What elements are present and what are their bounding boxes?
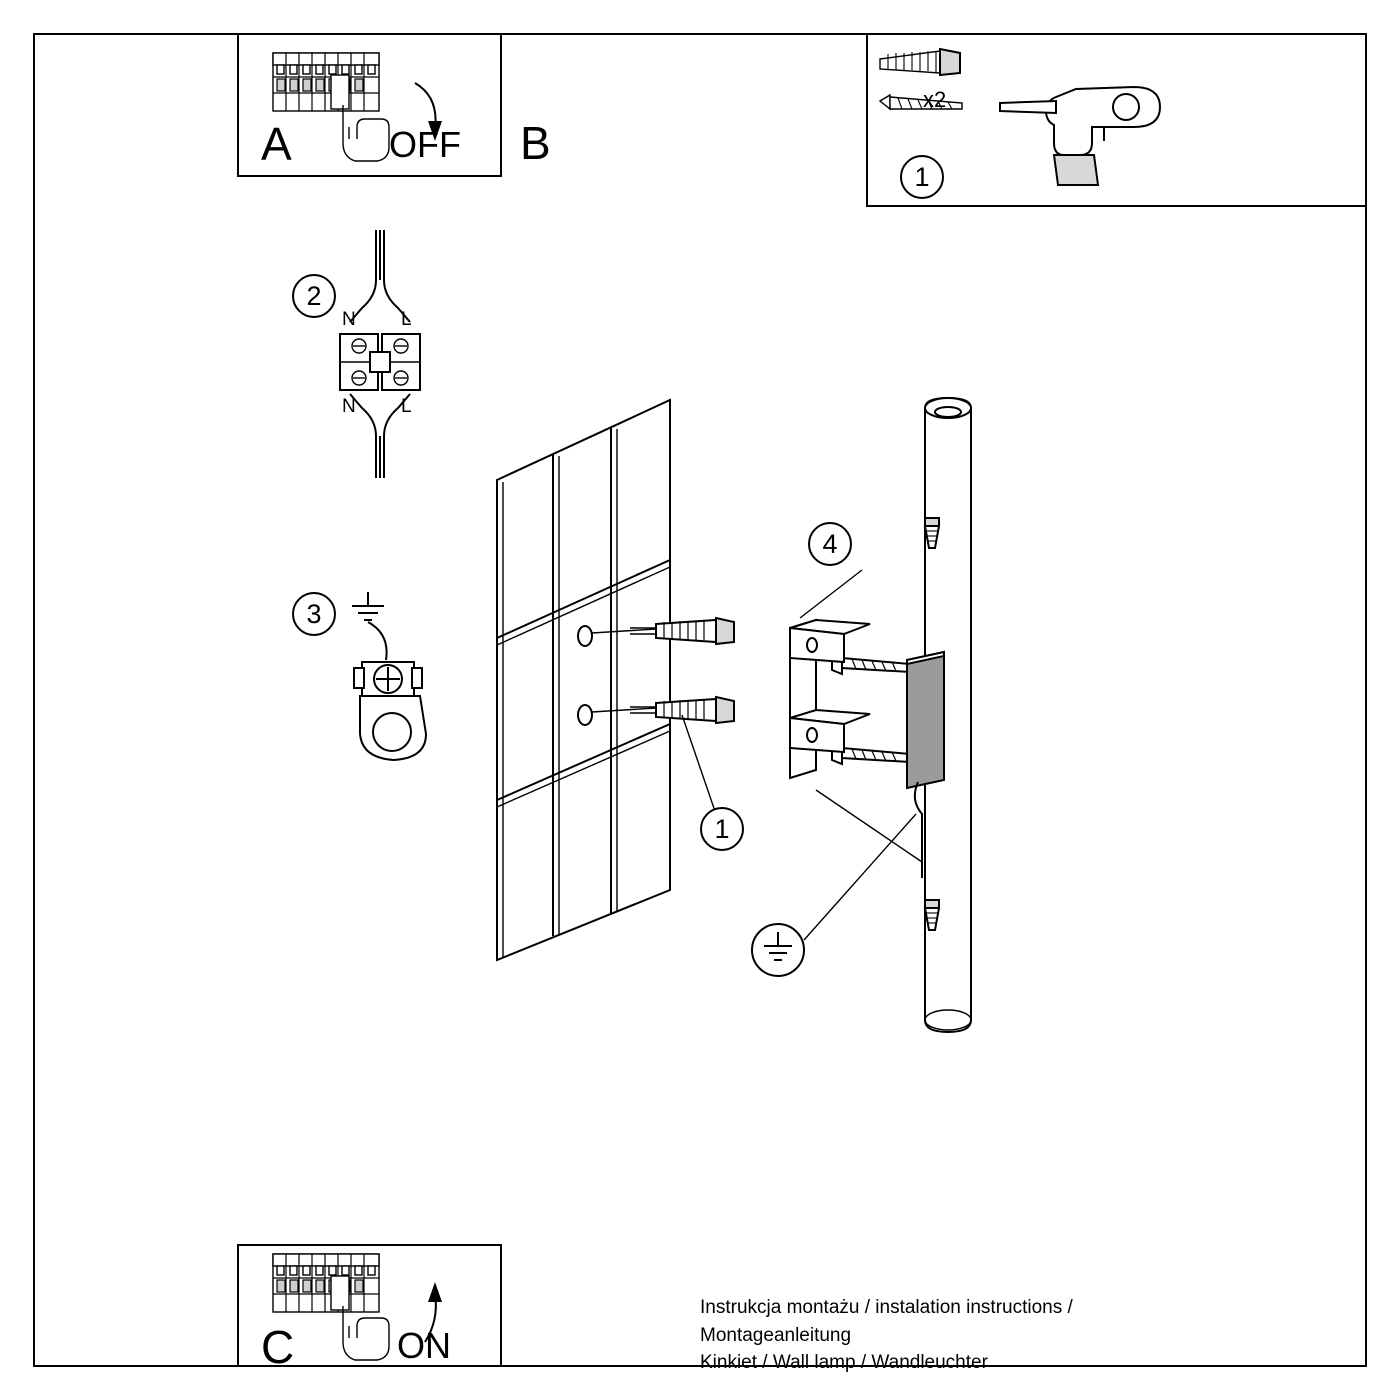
step-2-number: 2	[292, 274, 336, 318]
step-2-label-l-bottom: L	[401, 396, 412, 417]
step-2-label-n-bottom: N	[342, 396, 356, 417]
earth-symbol-callout	[752, 814, 916, 976]
circuit-breaker-icon	[273, 1254, 379, 1312]
panel-a	[237, 33, 502, 177]
step-2-graphic	[288, 222, 488, 492]
panel-a-letter: A	[261, 118, 292, 170]
step-2-group	[288, 222, 488, 492]
panel-c-state-label: ON	[397, 1325, 451, 1366]
step-1-number-main: 1	[700, 807, 744, 851]
circuit-breaker-icon	[273, 53, 379, 111]
step-2-label-n-top: N	[342, 309, 356, 330]
hand-pointing-icon	[343, 1306, 389, 1360]
main-assembly	[470, 370, 1210, 1070]
panel-c-letter: C	[261, 1321, 295, 1373]
tools-quantity-label: x2	[923, 87, 947, 112]
step-3-number: 3	[292, 592, 336, 636]
main-assembly-graphic	[470, 370, 1210, 1070]
earth-symbol	[352, 592, 384, 620]
panel-a-state-label: OFF	[389, 124, 461, 165]
footer-line-2: Kinkiet / Wall lamp / Wandleuchter	[700, 1352, 988, 1374]
screw-icon	[880, 95, 962, 109]
tools-step-number: 1	[900, 155, 944, 199]
footer-text	[700, 1294, 1220, 1377]
hand-pointing-icon	[343, 105, 389, 161]
panel-b-letter: B	[520, 117, 551, 169]
step-4-number: 4	[808, 522, 852, 566]
lamp-back-box	[907, 652, 944, 788]
panel-tools	[866, 33, 1367, 207]
step-2-label-l-top: L	[401, 309, 412, 330]
power-drill-icon	[1000, 87, 1160, 185]
panel-c	[237, 1244, 502, 1373]
wall-plug-icon	[880, 49, 960, 75]
tiled-wall	[497, 400, 670, 960]
footer-line-1: Instrukcja montażu / instalation instructions / Montageanleitung	[700, 1297, 1073, 1346]
